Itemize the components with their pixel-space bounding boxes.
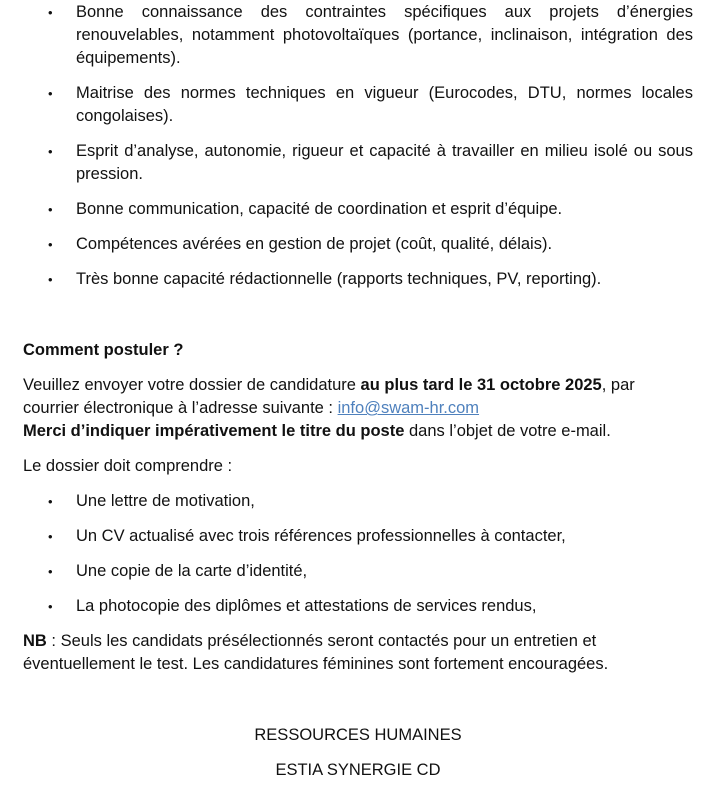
list-item: • Très bonne capacité rédactionnelle (rapports techniques, PV, reporting). bbox=[23, 268, 693, 291]
list-item: • Un CV actualisé avec trois références professionnelles à contacter, bbox=[23, 525, 693, 548]
signature-company: ESTIA SYNERGIE CD bbox=[275, 761, 441, 779]
bullet-icon: • bbox=[48, 494, 53, 509]
documents-list bbox=[23, 490, 693, 618]
list-item: • Une lettre de motivation, bbox=[23, 490, 693, 513]
signature-department: RESSOURCES HUMAINES bbox=[254, 726, 462, 744]
list-item: • Maitrise des normes techniques en vigueur (Eurocodes, DTU, normes locales congolaises). bbox=[48, 84, 693, 125]
nb-label: NB bbox=[23, 632, 47, 650]
bullet-icon: • bbox=[48, 272, 53, 287]
bullet-icon: • bbox=[48, 237, 53, 252]
list-item: • Bonne communication, capacité de coordination et esprit d’équipe. bbox=[23, 198, 693, 221]
dossier-intro: Le dossier doit comprendre : bbox=[23, 457, 233, 475]
list-item: • Une copie de la carte d’identité, bbox=[23, 560, 693, 583]
list-item: • Compétences avérées en gestion de projet (coût, qualité, délais). bbox=[23, 233, 693, 256]
bullet-icon: • bbox=[48, 202, 53, 217]
bullet-icon: • bbox=[48, 144, 53, 159]
bullet-icon: • bbox=[48, 599, 53, 614]
apply-instructions: Veuillez envoyer votre dossier de candidature au plus tard le 31 octobre 2025, par courrier électronique à l’adresse suivante : info@swam-hr.com bbox=[23, 376, 635, 417]
bullet-icon: • bbox=[48, 529, 53, 544]
requirements-list bbox=[23, 1, 693, 291]
bullet-icon: • bbox=[48, 86, 53, 101]
nb-note: NB : Seuls les candidats présélectionnés seront contactés pour un entretien et éventuellement le test. Les candidatures féminines sont fortement encouragées. bbox=[23, 632, 609, 673]
subject-instruction: Merci d’indiquer impérativement le titre du poste dans l’objet de votre e-mail. bbox=[23, 422, 611, 440]
email-link[interactable]: info@swam-hr.com bbox=[337, 399, 480, 417]
apply-heading: Comment postuler ? bbox=[23, 341, 184, 359]
list-item: • Bonne connaissance des contraintes spécifiques aux projets d’énergies renouvelables, notamment photovoltaïques (portance, inclinaison, intégration des équipements). bbox=[48, 3, 693, 67]
list-item: • Esprit d’analyse, autonomie, rigueur et capacité à travailler en milieu isolé ou sous pression. bbox=[48, 142, 693, 183]
bullet-icon: • bbox=[48, 5, 53, 20]
deadline: au plus tard le 31 octobre 2025 bbox=[360, 376, 602, 394]
list-item: • La photocopie des diplômes et attestations de services rendus, bbox=[23, 595, 693, 618]
document-page bbox=[23, 0, 693, 782]
bullet-icon: • bbox=[48, 564, 53, 579]
